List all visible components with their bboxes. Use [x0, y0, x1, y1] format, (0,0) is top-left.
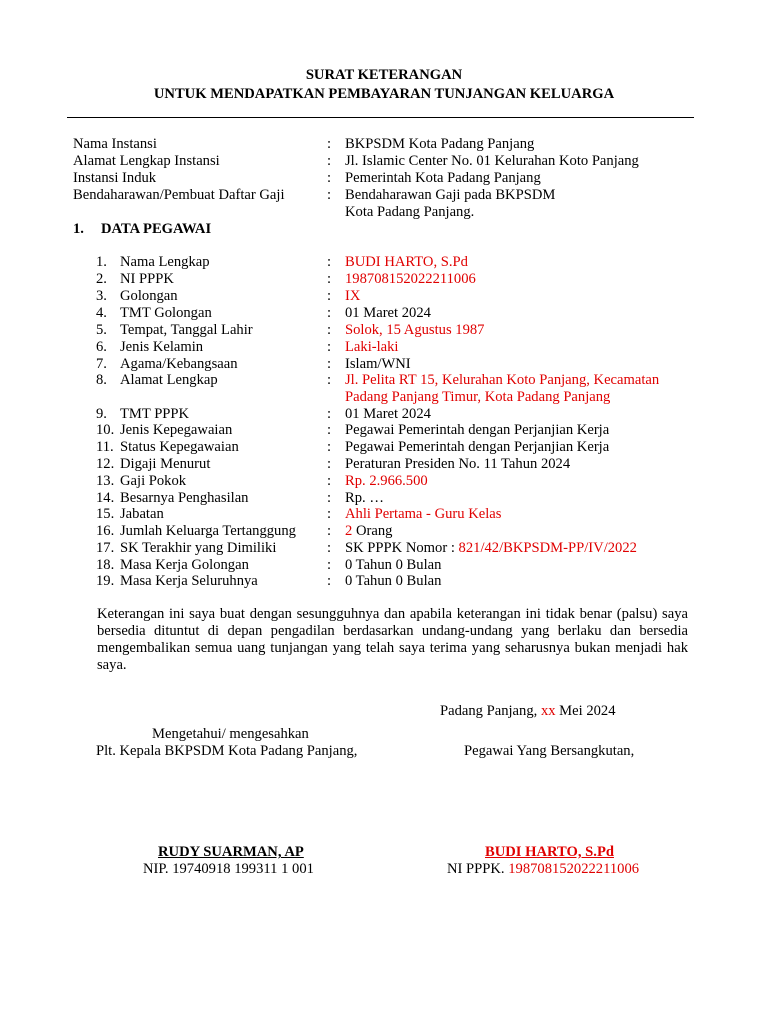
colon: :: [327, 356, 332, 372]
field-value: [345, 523, 392, 540]
pegawai-row: [0, 356, 768, 373]
field-value: 0 Tahun 0 Bulan: [345, 557, 442, 573]
employee-id-label: NI PPPK.: [447, 861, 509, 877]
pegawai-row: [0, 540, 768, 557]
field-value: Pegawai Pemerintah dengan Perjanjian Kerja: [345, 422, 610, 438]
row-number: 17.: [96, 540, 115, 556]
field-label: Alamat Lengkap Instansi: [73, 153, 220, 169]
pegawai-row: [0, 456, 768, 473]
pegawai-row: [0, 473, 768, 490]
row-number: 18.: [96, 557, 115, 573]
colon: :: [327, 271, 332, 287]
instansi-row: [0, 153, 768, 170]
instansi-row: [0, 187, 768, 204]
field-value: Bendaharawan Gaji pada BKPSDM: [345, 187, 556, 203]
pegawai-row: [0, 254, 768, 271]
colon: :: [327, 506, 332, 522]
row-number: 1.: [96, 254, 107, 270]
pegawai-row: [0, 372, 768, 389]
section-number: 1.: [73, 221, 84, 237]
colon: :: [327, 456, 332, 472]
instansi-row-continued: [0, 204, 768, 221]
field-label: Jenis Kelamin: [120, 339, 204, 355]
field-value: 01 Maret 2024: [345, 406, 431, 422]
field-value: 01 Maret 2024: [345, 305, 431, 321]
employee-name: BUDI HARTO, S.Pd: [485, 844, 614, 860]
field-label: Bendaharawan/Pembuat Daftar Gaji: [73, 187, 285, 203]
field-label: Masa Kerja Golongan: [120, 557, 249, 573]
pegawai-row: [0, 271, 768, 288]
pegawai-row: [0, 439, 768, 456]
document-title: SURAT KETERANGAN: [305, 67, 463, 83]
place-date-prefix: Padang Panjang,: [440, 703, 541, 719]
pegawai-row-continued: [0, 389, 768, 406]
field-value: 198708152022211006: [345, 271, 476, 287]
family-count-unit: Orang: [352, 523, 393, 539]
field-label: NI PPPK: [120, 271, 174, 287]
colon: :: [327, 322, 332, 338]
field-label: Masa Kerja Seluruhnya: [120, 573, 258, 589]
field-value: Pegawai Pemerintah dengan Perjanjian Kerja: [345, 439, 610, 455]
field-value: BKPSDM Kota Padang Panjang: [345, 136, 535, 152]
colon: :: [327, 540, 332, 556]
employee-id: [447, 861, 639, 878]
field-label: Digaji Menurut: [120, 456, 211, 472]
field-value: Peraturan Presiden No. 11 Tahun 2024: [345, 456, 571, 472]
pegawai-row: [0, 305, 768, 322]
colon: :: [327, 557, 332, 573]
field-label: Status Kepegawaian: [120, 439, 239, 455]
field-label: TMT Golongan: [120, 305, 212, 321]
field-label: Agama/Kebangsaan: [120, 356, 238, 372]
field-value: Solok, 15 Agustus 1987: [345, 322, 485, 338]
pegawai-row: [0, 288, 768, 305]
row-number: 9.: [96, 406, 107, 422]
row-number: 14.: [96, 490, 115, 506]
colon: :: [327, 372, 332, 388]
colon: :: [327, 573, 332, 589]
pegawai-row: [0, 573, 768, 590]
section-title: DATA PEGAWAI: [101, 221, 212, 237]
field-label: Instansi Induk: [73, 170, 157, 186]
employee-title: Pegawai Yang Bersangkutan,: [464, 743, 635, 759]
field-value-continued: Kota Padang Panjang.: [345, 204, 475, 220]
field-label: Jenis Kepegawaian: [120, 422, 233, 438]
row-number: 3.: [96, 288, 107, 304]
title-divider: [67, 117, 694, 118]
colon: :: [327, 170, 332, 186]
approver-name: RUDY SUARMAN, AP: [158, 844, 304, 860]
row-number: 15.: [96, 506, 115, 522]
field-label: Golongan: [120, 288, 178, 304]
field-label: Besarnya Penghasilan: [120, 490, 249, 506]
row-number: 8.: [96, 372, 107, 388]
field-label: Nama Instansi: [73, 136, 157, 152]
row-number: 16.: [96, 523, 115, 539]
colon: :: [327, 305, 332, 321]
row-number: 5.: [96, 322, 107, 338]
colon: :: [327, 254, 332, 270]
colon: :: [327, 187, 332, 203]
colon: :: [327, 153, 332, 169]
field-value: Rp. 2.966.500: [345, 473, 428, 489]
pegawai-row: [0, 490, 768, 507]
colon: :: [327, 339, 332, 355]
approval-label: Mengetahui/ mengesahkan: [152, 726, 309, 742]
field-label: Gaji Pokok: [120, 473, 187, 489]
row-number: 19.: [96, 573, 115, 589]
field-label: Nama Lengkap: [120, 254, 210, 270]
row-number: 6.: [96, 339, 107, 355]
instansi-row: [0, 136, 768, 153]
field-label: TMT PPPK: [120, 406, 190, 422]
row-number: 4.: [96, 305, 107, 321]
colon: :: [327, 406, 332, 422]
field-value: 0 Tahun 0 Bulan: [345, 573, 442, 589]
pegawai-row: [0, 422, 768, 439]
field-value: [345, 540, 637, 557]
row-number: 10.: [96, 422, 115, 438]
pegawai-row: [0, 406, 768, 423]
place-date-day: xx: [540, 703, 556, 719]
field-value-continued: Padang Panjang Timur, Kota Padang Panjang: [345, 389, 611, 405]
colon: :: [327, 473, 332, 489]
colon: :: [327, 439, 332, 455]
approver-title: Plt. Kepala BKPSDM Kota Padang Panjang,: [96, 743, 358, 759]
field-value: Laki-laki: [345, 339, 399, 355]
pegawai-row: [0, 322, 768, 339]
row-number: 13.: [96, 473, 115, 489]
approver-nip: NIP. 19740918 199311 1 001: [143, 861, 314, 877]
statement-paragraph: Keterangan ini saya buat dengan sesungguhnya dan apabila keterangan ini tidak benar (palsu) saya bersedia dituntut di depan pengadilan berdasarkan undang-undang yang berlaku dan bersedia mengembalikan semua uang tunjangan yang telah saya terima yang seharusnya bukan menjadi hak saya.: [97, 606, 688, 673]
pegawai-row: [0, 523, 768, 540]
colon: :: [327, 523, 332, 539]
document-subtitle: UNTUK MENDAPATKAN PEMBAYARAN TUNJANGAN KELUARGA: [153, 86, 615, 102]
field-value: BUDI HARTO, S.Pd: [345, 254, 468, 270]
place-date: [440, 703, 616, 720]
row-number: 11.: [96, 439, 114, 455]
field-value: Pemerintah Kota Padang Panjang: [345, 170, 541, 186]
colon: :: [327, 288, 332, 304]
sk-prefix: SK PPPK Nomor :: [345, 540, 459, 556]
field-value: Ahli Pertama - Guru Kelas: [345, 506, 502, 522]
colon: :: [327, 422, 332, 438]
field-value: Islam/WNI: [345, 356, 411, 372]
field-label: SK Terakhir yang Dimiliki: [120, 540, 277, 556]
instansi-row: [0, 170, 768, 187]
employee-id-value: 198708152022211006: [508, 861, 640, 877]
colon: :: [327, 490, 332, 506]
sk-number: 821/42/BKPSDM-PP/IV/2022: [458, 540, 637, 556]
family-count: 2: [345, 523, 353, 539]
row-number: 12.: [96, 456, 115, 472]
pegawai-row: [0, 506, 768, 523]
field-value: Rp. …: [345, 490, 384, 506]
pegawai-row: [0, 557, 768, 574]
row-number: 7.: [96, 356, 107, 372]
field-label: Tempat, Tanggal Lahir: [120, 322, 253, 338]
field-label: Alamat Lengkap: [120, 372, 218, 388]
row-number: 2.: [96, 271, 107, 287]
place-date-suffix: Mei 2024: [555, 703, 616, 719]
pegawai-row: [0, 339, 768, 356]
field-value: Jl. Pelita RT 15, Kelurahan Koto Panjang, Kecamatan: [345, 372, 660, 388]
field-label: Jabatan: [120, 506, 164, 522]
field-value: Jl. Islamic Center No. 01 Kelurahan Koto Panjang: [345, 153, 639, 169]
colon: :: [327, 136, 332, 152]
field-value: IX: [345, 288, 361, 304]
field-label: Jumlah Keluarga Tertanggung: [120, 523, 296, 539]
